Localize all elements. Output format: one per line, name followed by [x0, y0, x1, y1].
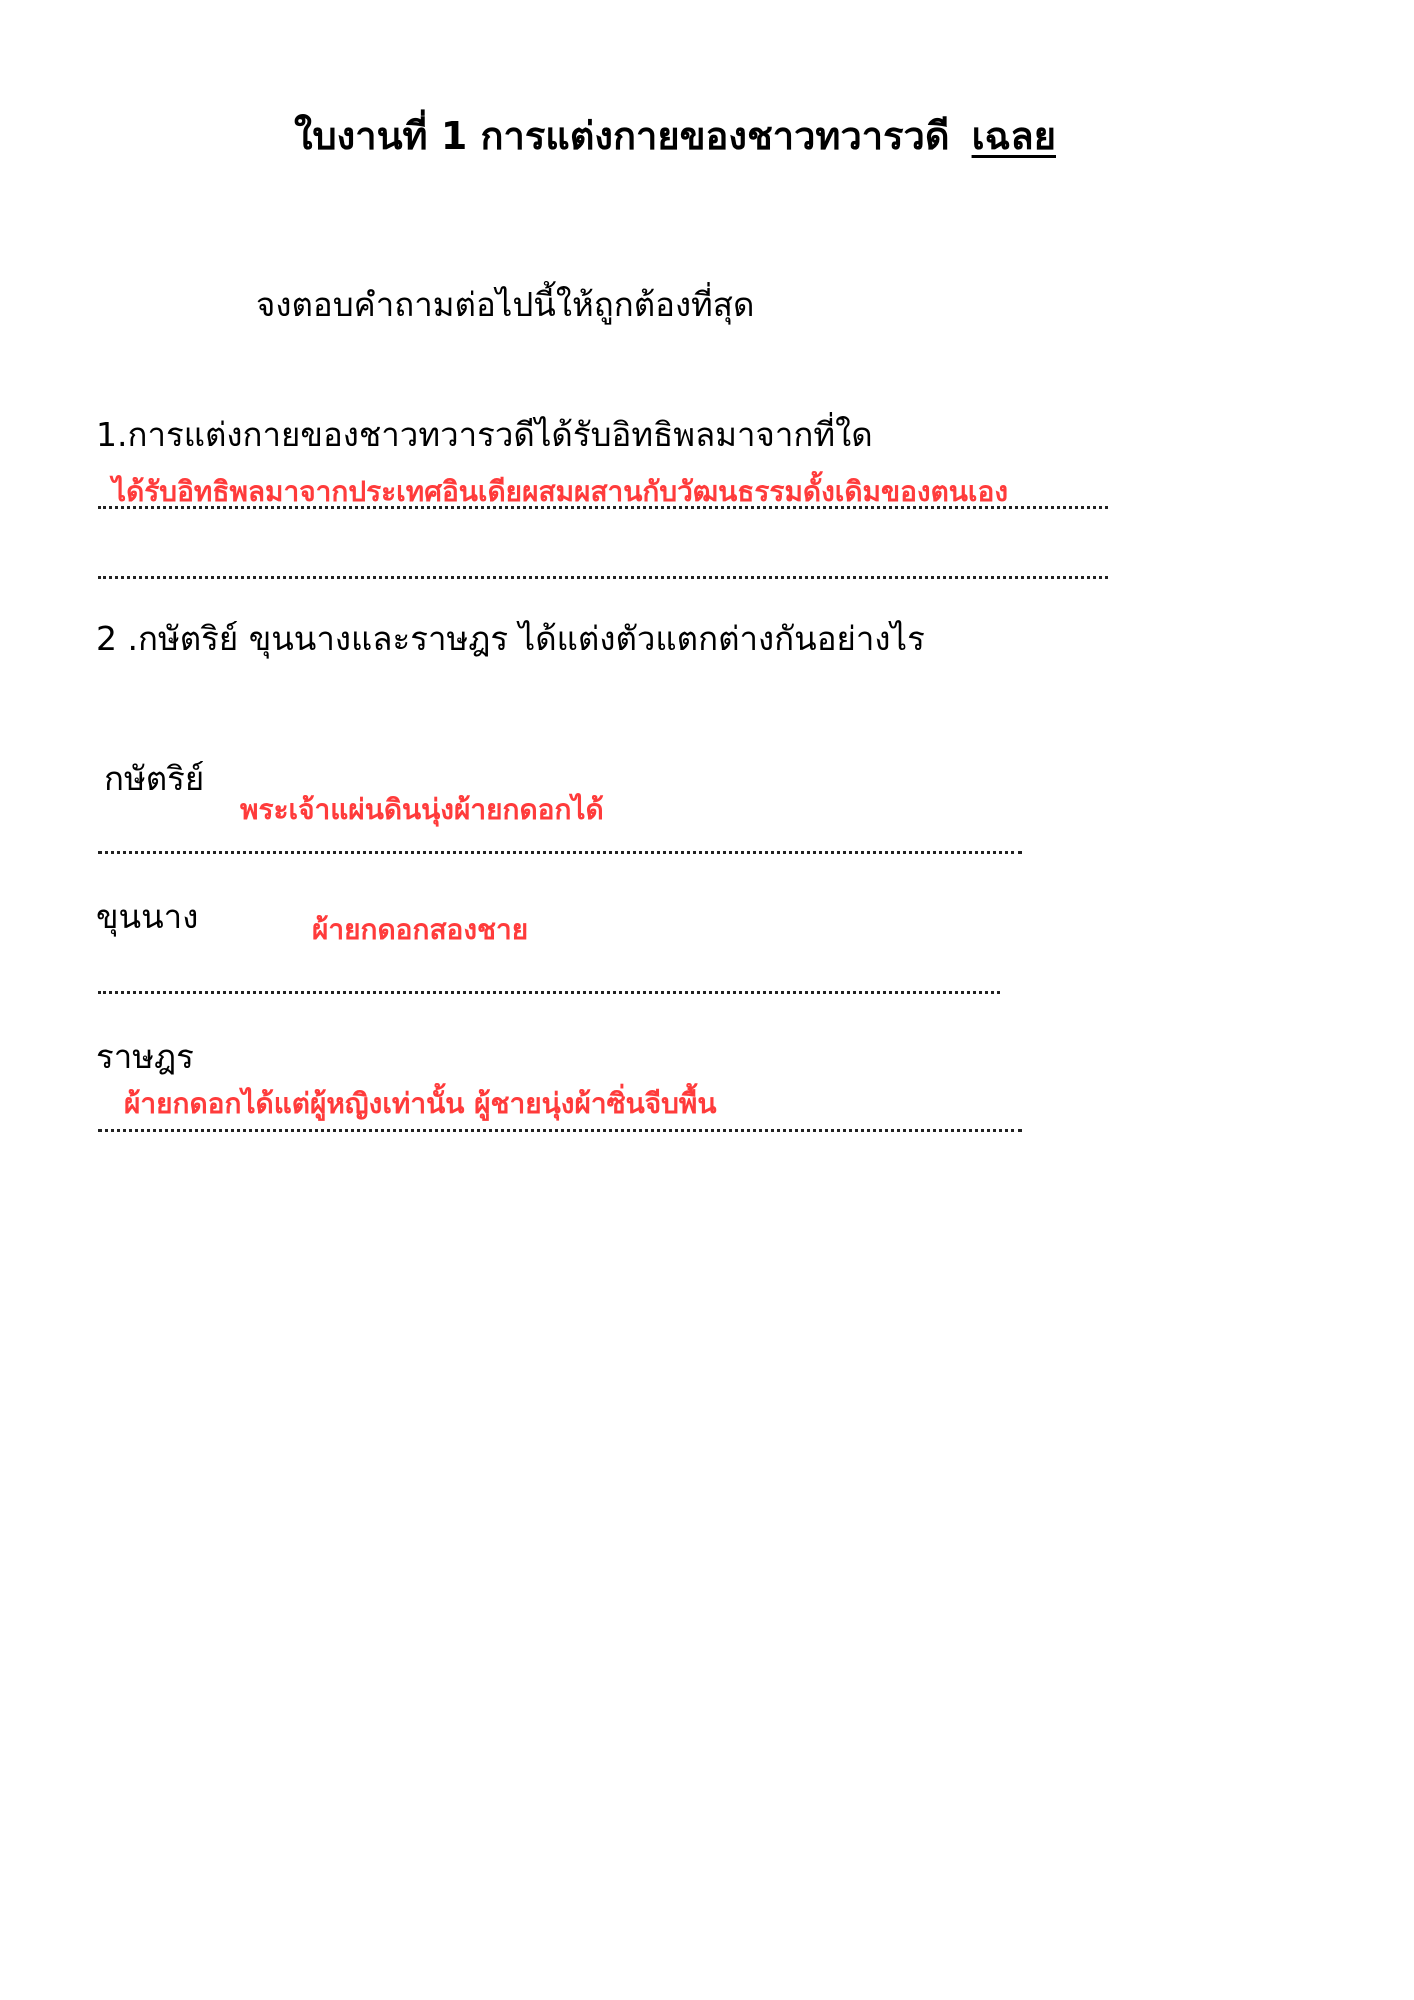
- label-nobles: ขุนนาง: [96, 897, 199, 936]
- question-1-text: 1.การแต่งกายของชาวทวารวดีได้รับอิทธิพลมาจากที่ใด: [96, 415, 873, 454]
- answer-key-label: เฉลย: [971, 114, 1056, 158]
- answer-king: พระเจ้าแผ่นดินนุ่งผ้ายกดอกได้: [240, 793, 604, 826]
- title-text: ใบงานที่ 1 การแต่งกายของชาวทวารวดี: [294, 114, 950, 158]
- instruction-text: จงตอบคำถามต่อไปนี้ให้ถูกต้องที่สุด: [256, 285, 755, 324]
- answer-line-1: [98, 506, 1108, 509]
- answer-line-king: [98, 851, 1022, 854]
- answer-nobles: ผ้ายกดอกสองชาย: [312, 913, 529, 946]
- answer-line-nobles: [98, 991, 1000, 994]
- label-commoners: ราษฎร: [96, 1037, 194, 1076]
- answer-line-commoners: [98, 1129, 1022, 1132]
- answer-commoners: ผ้ายกดอกได้แต่ผู้หญิงเท่านั้น ผู้ชายนุ่งผ้าซิ่นจีบพื้น: [124, 1087, 717, 1120]
- answer-line-2: [98, 576, 1108, 579]
- label-king: กษัตริย์: [104, 759, 205, 798]
- question-1-answer: ได้รับอิทธิพลมาจากประเทศอินเดียผสมผสานกับวัฒนธรรมดั้งเดิมของตนเอง: [112, 475, 1008, 508]
- question-2-text: 2 .กษัตริย์ ขุนนางและราษฎร ได้แต่งตัวแตกต่างกันอย่างไร: [96, 619, 925, 658]
